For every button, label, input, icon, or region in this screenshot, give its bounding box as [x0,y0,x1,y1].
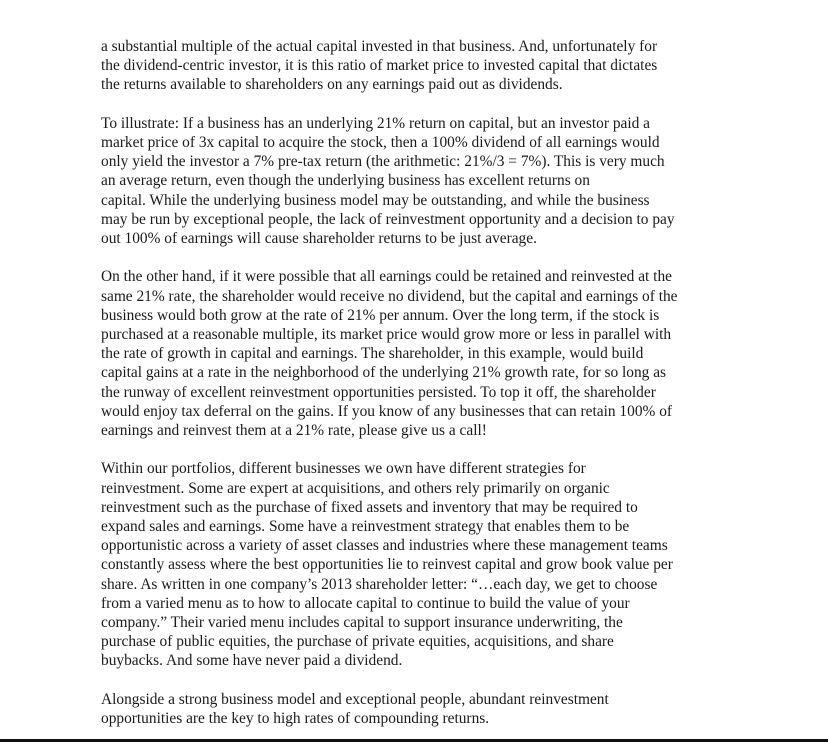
text-line: same 21% rate, the shareholder would receive no dividend, but the capital and earnings of the [101,287,678,305]
text-line: out 100% of earnings will cause shareholder returns to be just average. [101,230,537,248]
text-line: reinvestment. Some are expert at acquisitions, and others rely primarily on organic [101,479,610,497]
text-line: the dividend-centric investor, it is this ratio of market price to invested capital that dictates [101,57,658,75]
text-line: purchased at a reasonable multiple, its market price would grow more or less in parallel with [101,326,672,344]
text-line: a substantial multiple of the actual capital invested in that business. And, unfortunately for [101,38,658,55]
paragraph-conclusion [101,690,741,728]
text-line: To illustrate: If a business has an underlying 21% return on capital, but an investor paid a [101,114,650,132]
text-line: opportunities are the key to high rates of compounding returns. [101,710,490,728]
text-line: capital. While the underlying business model may be outstanding, and while the business [101,191,650,209]
text-line: the returns available to shareholders on any earnings paid out as dividends. [101,76,563,94]
bottom-divider [0,739,828,742]
paragraph-portfolio-strategies [101,459,741,670]
text-line: On the other hand, if it were possible that all earnings could be retained and reinvested at the [101,268,672,286]
paragraph-dividend-centric [101,37,741,95]
text-line: business would both grow at the rate of 21% per annum. Over the long term, if the stock is [101,306,660,324]
text-line: the runway of excellent reinvestment opportunities persisted. To top it off, the shareholder [101,383,656,401]
text-line: reinvestment such as the purchase of fixed assets and inventory that may be required to [101,498,638,516]
text-line: from a varied menu as to how to allocate capital to continue to build the value of your [101,594,630,612]
text-line: the rate of growth in capital and earnings. The shareholder, in this example, would build [101,345,644,363]
text-line: market price of 3x capital to acquire the stock, then a 100% dividend of all earnings would [101,134,660,151]
text-line: opportunistic across a variety of asset classes and industries where these management teams [101,537,668,555]
text-line: earnings and reinvest them at a 21% rate, please give us a call! [101,422,487,440]
text-line: only yield the investor a 7% pre-tax return (the arithmetic: 21%/3 = 7%). This is very much [101,153,665,171]
text-line: Alongside a strong business model and exceptional people, abundant reinvestment [101,690,609,708]
paragraph-illustration [101,114,741,248]
text-line: an average return, even though the underlying business has excellent returns on [101,172,590,190]
text-line: may be run by exceptional people, the lack of reinvestment opportunity and a decision to pay [101,210,675,228]
text-line: company.” Their varied menu includes capital to support insurance underwriting, the [101,614,623,632]
text-line: buybacks. And some have never paid a dividend. [101,652,403,670]
text-line: constantly assess where the best opportunities lie to reinvest capital and grow book value per [101,556,673,574]
text-line: share. As written in one company’s 2013 shareholder letter: “…each day, we get to choose [101,575,658,593]
text-line: Within our portfolios, different businesses we own have different strategies for [101,460,586,478]
text-line: purchase of public equities, the purchase of private equities, acquisitions, and share [101,633,614,651]
text-line: expand sales and earnings. Some have a reinvestment strategy that enables them to be [101,518,630,536]
text-line: capital gains at a rate in the neighborhood of the underlying 21% growth rate, for so long as [101,364,667,382]
text-line: would enjoy tax deferral on the gains. If you know of any businesses that can retain 100% of [101,402,673,420]
body-text [101,37,741,747]
paragraph-retained-earnings [101,267,741,440]
